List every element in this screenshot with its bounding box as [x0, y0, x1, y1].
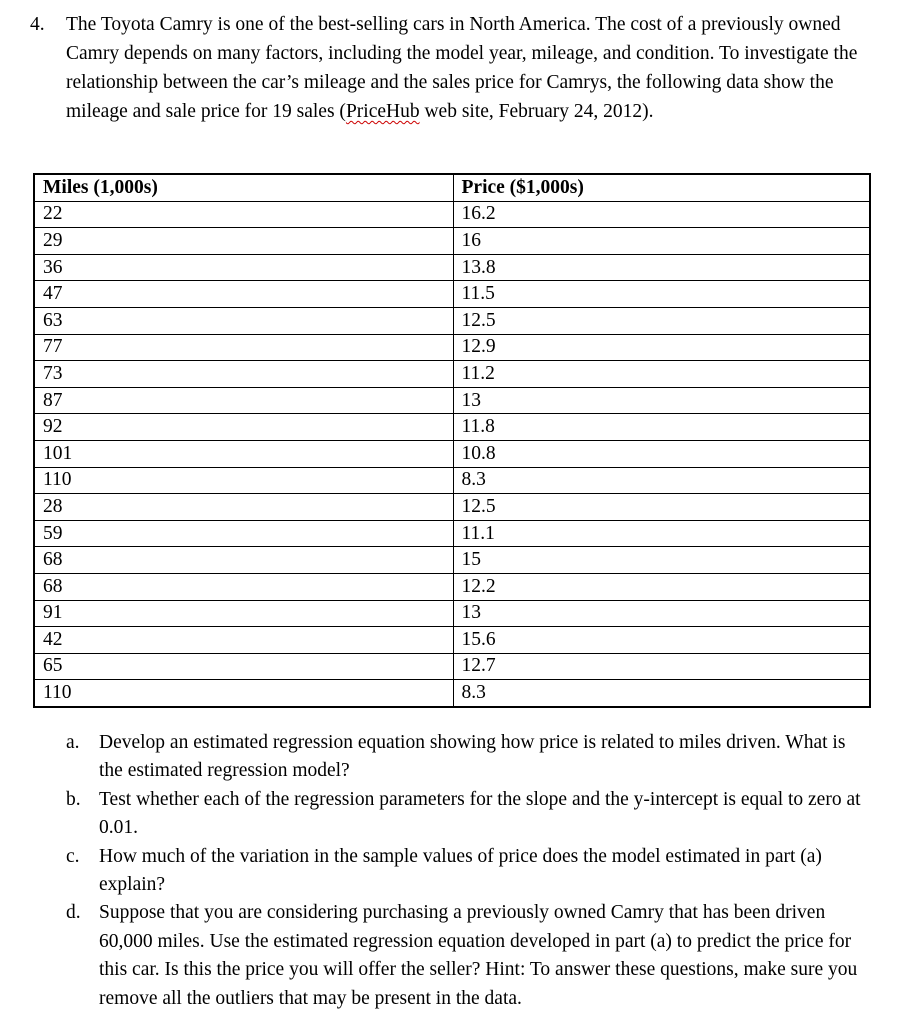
- problem-text: [66, 10, 866, 126]
- part-letter: a.: [66, 732, 80, 753]
- header-miles: Miles (1,000s): [34, 174, 453, 201]
- table-row: [34, 547, 870, 574]
- cell-price: 8.3: [453, 680, 870, 707]
- part-text: Suppose that you are considering purchasing a previously owned Camry that has been driven 60,000 miles. Use the estimated regression equation developed in part (a) to predict the price for this car. Is this the price you will offer the seller? Hint: To answer these questions, make sure you remove all the outliers that may be present in the data.: [99, 902, 858, 1009]
- cell-miles: 29: [34, 228, 453, 255]
- cell-price: 11.1: [453, 520, 870, 547]
- cell-price: 12.5: [453, 307, 870, 334]
- cell-price: 11.2: [453, 361, 870, 388]
- cell-miles: 101: [34, 440, 453, 467]
- question-parts: [66, 729, 866, 1013]
- cell-price: 13.8: [453, 254, 870, 281]
- table-row: [34, 281, 870, 308]
- table-row: [34, 228, 870, 255]
- table-row: [34, 414, 870, 441]
- question-part: [66, 786, 866, 843]
- problem-text-intro: The Toyota Camry is one of the best-selling cars in North America. The cost of a previously owned Camry depends on many factors, including the model year, mileage, and condition. To investigate the relationship between the car’s mileage and the sales price for Camrys, the following data show the mileage and sale price for 19 sales (: [66, 14, 858, 122]
- table-row: [34, 334, 870, 361]
- cell-price: 16: [453, 228, 870, 255]
- table-row: [34, 600, 870, 627]
- cell-miles: 59: [34, 520, 453, 547]
- cell-miles: 110: [34, 467, 453, 494]
- cell-miles: 73: [34, 361, 453, 388]
- table-row: [34, 201, 870, 228]
- cell-miles: 68: [34, 573, 453, 600]
- cell-price: 16.2: [453, 201, 870, 228]
- table-row: [34, 627, 870, 654]
- question-part: [66, 729, 866, 786]
- table-row: [34, 520, 870, 547]
- problem-number: 4.: [30, 14, 45, 35]
- cell-price: 13: [453, 600, 870, 627]
- cell-miles: 28: [34, 494, 453, 521]
- cell-miles: 91: [34, 600, 453, 627]
- cell-price: 8.3: [453, 467, 870, 494]
- part-text: Develop an estimated regression equation showing how price is related to miles driven. What is the estimated regression model?: [99, 732, 846, 782]
- table-row: [34, 653, 870, 680]
- cell-price: 11.5: [453, 281, 870, 308]
- cell-miles: 77: [34, 334, 453, 361]
- table-row: [34, 307, 870, 334]
- cell-price: 12.7: [453, 653, 870, 680]
- table-header-row: [34, 174, 870, 201]
- cell-miles: 65: [34, 653, 453, 680]
- cell-price: 10.8: [453, 440, 870, 467]
- question-part: [66, 899, 866, 1013]
- cell-price: 15.6: [453, 627, 870, 654]
- cell-miles: 63: [34, 307, 453, 334]
- cell-miles: 87: [34, 387, 453, 414]
- table-row: [34, 440, 870, 467]
- cell-miles: 42: [34, 627, 453, 654]
- problem-text-outro: web site, February 24, 2012).: [419, 101, 654, 122]
- cell-miles: 47: [34, 281, 453, 308]
- table-row: [34, 387, 870, 414]
- source-name: PriceHub: [345, 101, 420, 122]
- cell-price: 12.9: [453, 334, 870, 361]
- cell-price: 11.8: [453, 414, 870, 441]
- table-row: [34, 680, 870, 707]
- part-letter: b.: [66, 788, 81, 810]
- data-table: [33, 173, 871, 708]
- question-part: [66, 843, 866, 900]
- cell-miles: 36: [34, 254, 453, 281]
- cell-miles: 92: [34, 414, 453, 441]
- table-row: [34, 467, 870, 494]
- cell-miles: 68: [34, 547, 453, 574]
- table-body: [34, 201, 870, 707]
- cell-price: 12.5: [453, 494, 870, 521]
- table-row: [34, 254, 870, 281]
- cell-price: 12.2: [453, 573, 870, 600]
- cell-price: 15: [453, 547, 870, 574]
- part-letter: c.: [66, 845, 80, 867]
- table-row: [34, 573, 870, 600]
- header-price: Price ($1,000s): [453, 174, 870, 201]
- table-row: [34, 361, 870, 388]
- cell-price: 13: [453, 387, 870, 414]
- part-letter: d.: [66, 902, 81, 924]
- cell-miles: 110: [34, 680, 453, 707]
- table-row: [34, 494, 870, 521]
- part-text: How much of the variation in the sample values of price does the model estimated in part (a) explain?: [99, 845, 822, 896]
- part-text: Test whether each of the regression parameters for the slope and the y-intercept is equal to zero at 0.01.: [99, 788, 861, 839]
- cell-miles: 22: [34, 201, 453, 228]
